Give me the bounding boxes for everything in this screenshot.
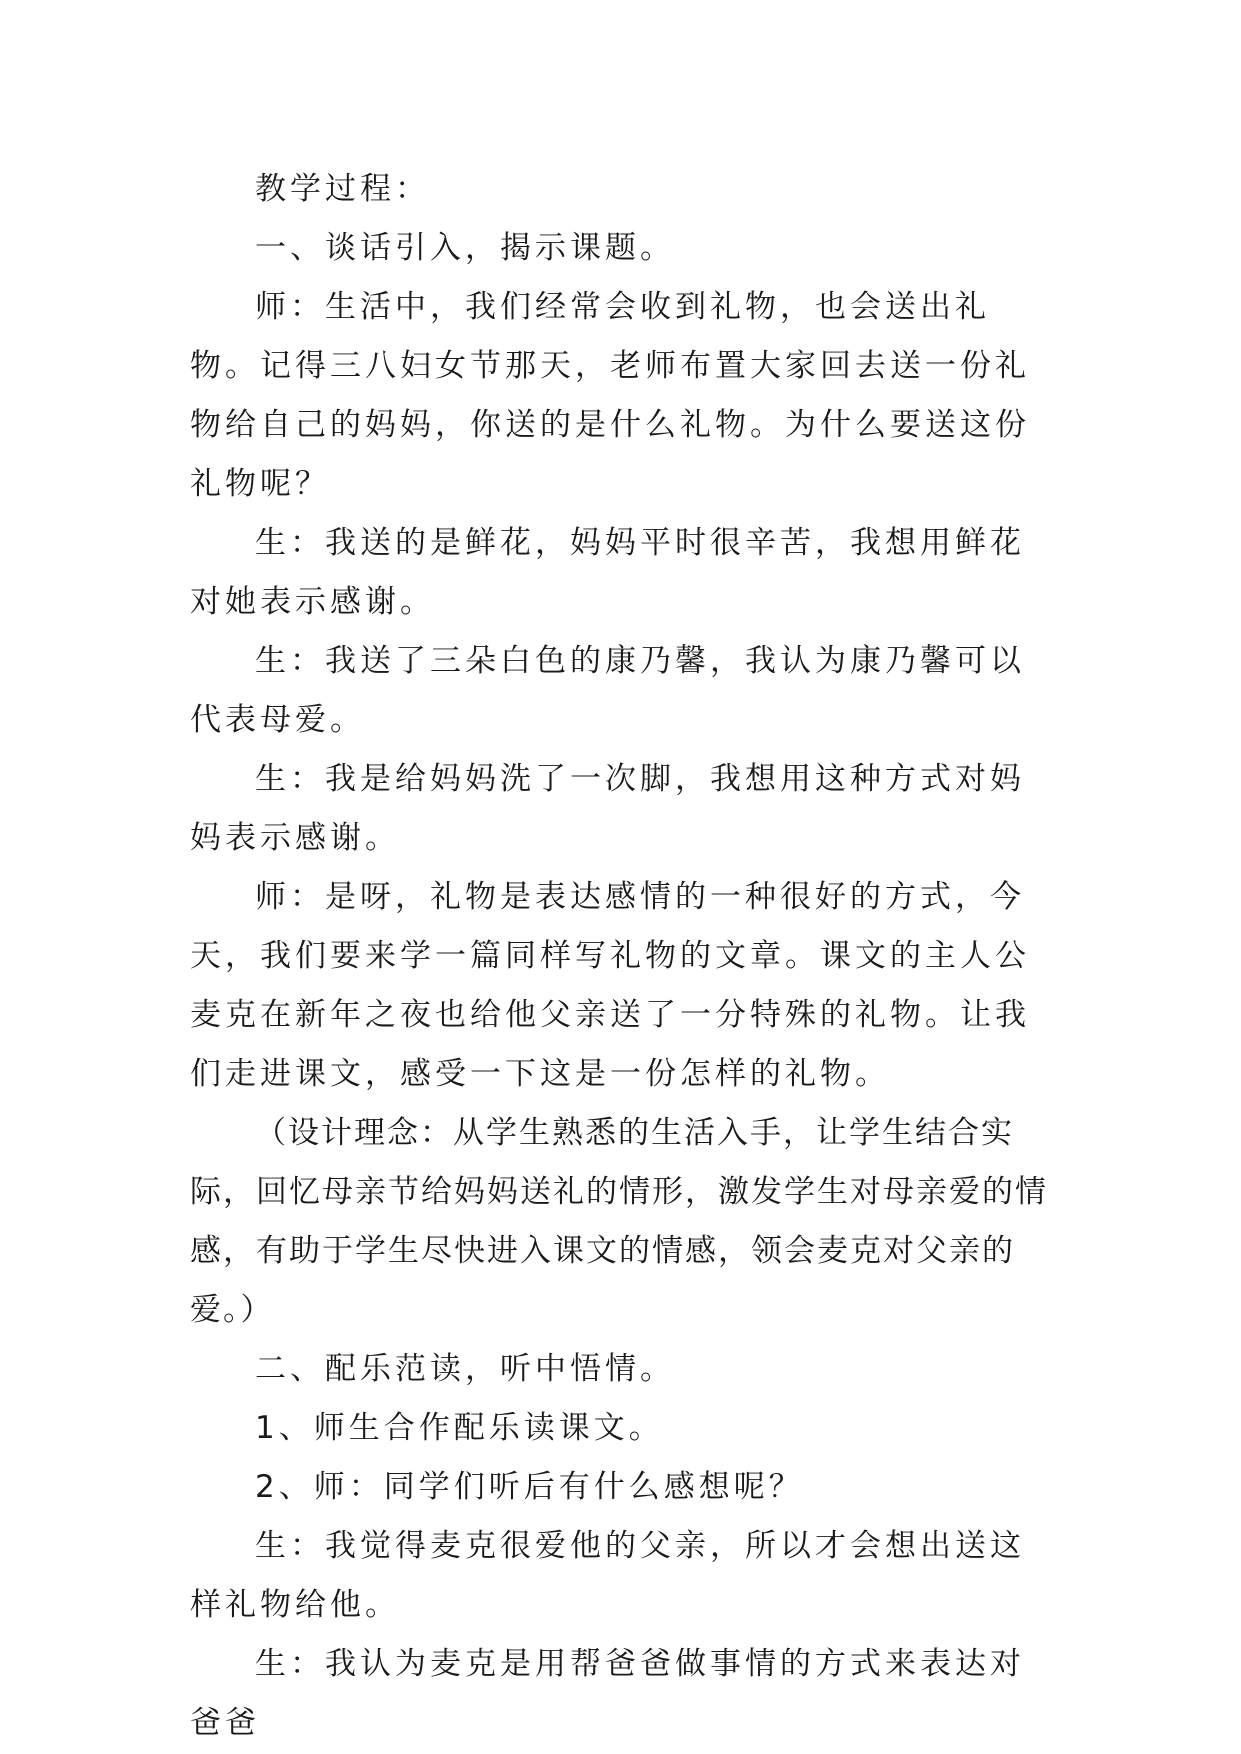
paragraph-teacher-intro: 师：生活中，我们经常会收到礼物，也会送出礼物。记得三八妇女节那天，老师布置大家回去送一份礼物给自己的妈妈，你送的是什么礼物。为什么要送这份礼物呢？: [190, 289, 1030, 502]
paragraph-design-concept: （设计理念：从学生熟悉的生活入手，让学生结合实际，回忆母亲节给妈妈送礼的情形，激发学生对母亲爱的情感，有助于学生尽快进入课文的情感，领会麦克对父亲的爱。）: [190, 1115, 1048, 1328]
list-item-2: 2、师：同学们听后有什么感想呢？: [255, 1469, 804, 1505]
list-item-1: 1、师生合作配乐读课文。: [255, 1410, 664, 1446]
section-heading-2: 二、配乐范读，听中悟情。: [255, 1351, 675, 1387]
paragraph-student-carnations: 生：我送了三朵白色的康乃馨，我认为康乃馨可以代表母爱。: [190, 643, 1025, 738]
paragraph-student-response-2: 生：我认为麦克是用帮爸爸做事情的方式来表达对爸爸: [190, 1646, 1025, 1741]
paragraph-teacher-transition: 师：是呀，礼物是表达感情的一种很好的方式，今天，我们要来学一篇同样写礼物的文章。课文的主人公麦克在新年之夜也给他父亲送了一分特殊的礼物。让我们走进课文，感受一下这是一份怎样的礼物。: [190, 879, 1030, 1092]
paragraph-student-wash-feet: 生：我是给妈妈洗了一次脚，我想用这种方式对妈妈表示感谢。: [190, 761, 1025, 856]
section-heading-1: 一、谈话引入，揭示课题。: [255, 230, 675, 266]
document-body: [190, 160, 1050, 1753]
paragraph-student-response-1: 生：我觉得麦克很爱他的父亲，所以才会想出送这样礼物给他。: [190, 1528, 1025, 1623]
paragraph-student-flowers: 生：我送的是鲜花，妈妈平时很辛苦，我想用鲜花对她表示感谢。: [190, 525, 1025, 620]
section-heading-teaching-process: 教学过程：: [255, 171, 430, 207]
